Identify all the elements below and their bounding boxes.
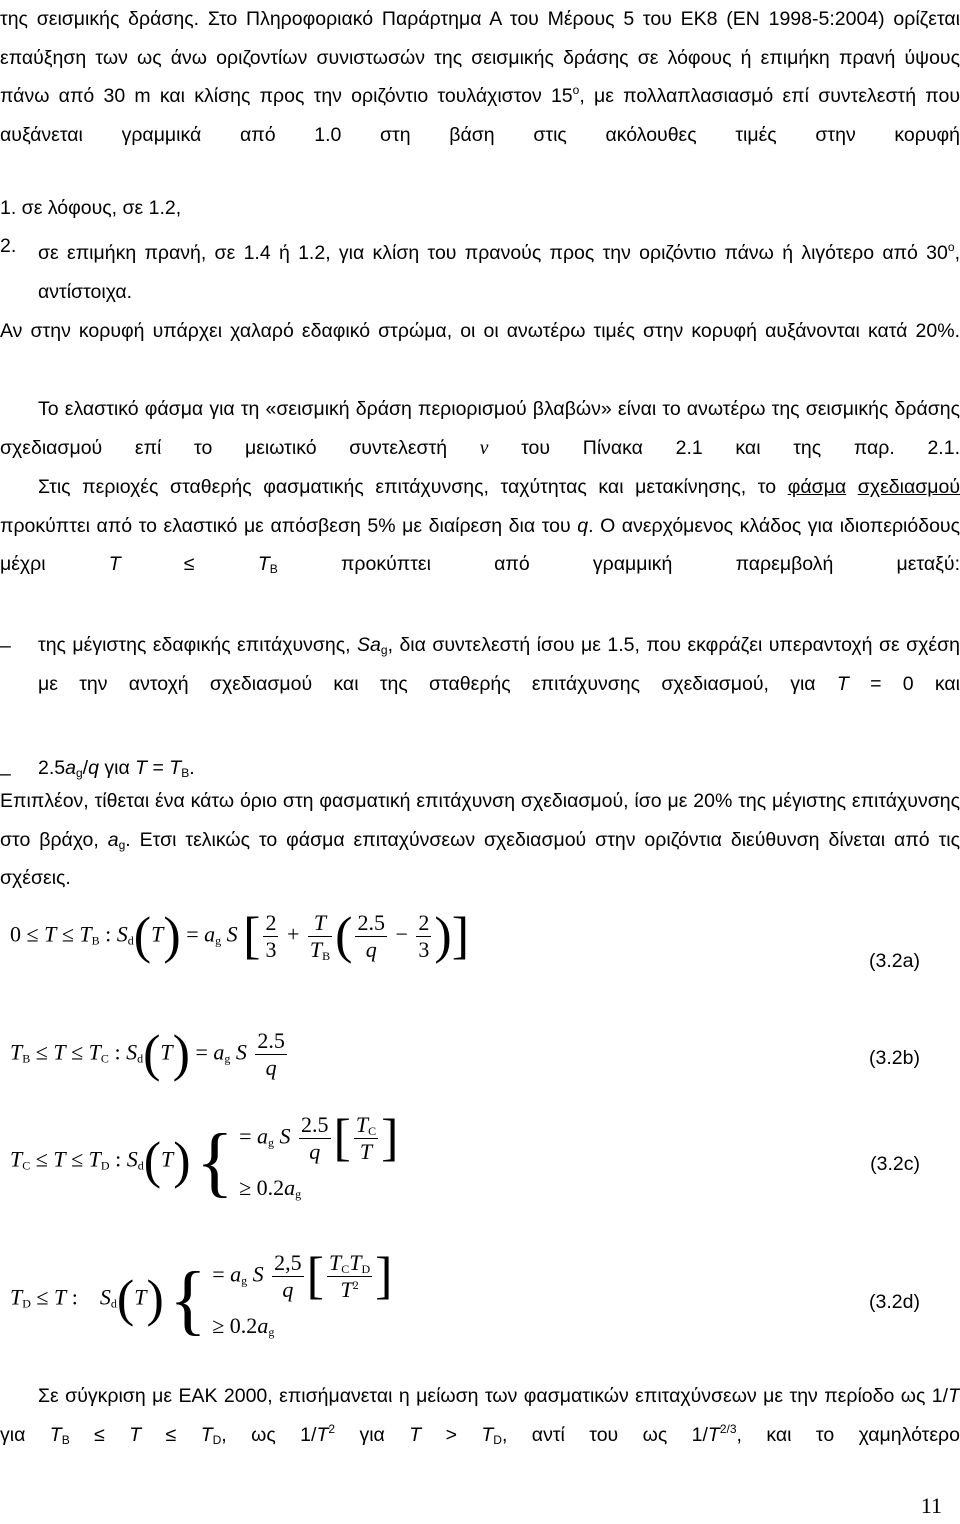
dash-item-2: $2.5a_g/q$ για $T = T_B$. bbox=[38, 757, 195, 780]
paragraph-design-spectrum: Στις περιοχές σταθερής φασματικής επιτάχυνσης, ταχύτητας και μετακίνησης, το φάσμα σχεδιασμού προκύπτει από το ελαστικό με απόσβεση 5% με διαίρεση δια του q. Ο ανερχόμενος κλάδος για ιδιοπεριόδους μέχρι $T \le T_B$ προκύπτει από γραμμική παρεμβολή μεταξύ: bbox=[0, 476, 960, 577]
paragraph-annex-a: της σεισμικής δράσης. Στο Πληροφοριακό Παράρτημα Α του Μέρους 5 του ΕΚ8 (EN 1998-5:2004) ορίζεται επαύξηση των ως άνω οριζοντίων συνιστωσών της σεισμικής δράσης σε λόφους ή επιμήκη πρανή ύψους πάνω από 30 m και κλίσης προς την οριζόντιο τουλάχιστον $15^o$, με πολλαπλασιασμό επί συντελεστή που αυξάνεται γραμμικά από 1.0 στη βάση στις ακόλουθες τιμές στην κορυφή bbox=[0, 8, 960, 146]
dash-bullet-2: – bbox=[0, 763, 11, 785]
equation-number-3-2d: (3.2d) bbox=[869, 1291, 920, 1313]
list-item-1: 1. σε λόφους, σε 1.2, bbox=[0, 197, 182, 219]
list-item-2-number: 2. bbox=[0, 235, 17, 257]
paragraph-loose-layer: Αν στην κορυφή υπάρχει χαλαρό εδαφικό στρώμα, οι οι ανωτέρω τιμές στην κορυφή αυξάνονται κατά 20%. bbox=[0, 320, 960, 342]
dash-bullet-1: – bbox=[0, 635, 11, 657]
equation-number-3-2b: (3.2b) bbox=[869, 1047, 920, 1069]
equation-3-2d: $T_D \le T$ : $S_d(T)$ { = $a_g$ S $\frac{2,5}{q}$ [ $\frac{T_CT_D}{T^2}$ ] ≥ $0.2a_g$ bbox=[10, 1247, 393, 1343]
equation-number-3-2a: (3.2a) bbox=[869, 950, 920, 972]
equation-3-2c: $T_C \le T \le T_D$ : $S_d(T)$ { = $a_g$ S $\frac{2.5}{q}$ [ $\frac{T_C}{T}$ ] ≥ $0.2a_g$ bbox=[10, 1109, 399, 1205]
list-item-2: σε επιμήκη πρανή, σε 1.4 ή 1.2, για κλίση του πρανούς προς την οριζόντιο πάνω ή λιγότερο από $30^o$, αντίστοιχα. bbox=[38, 240, 960, 303]
equation-number-3-2c: (3.2c) bbox=[870, 1153, 920, 1175]
paragraph-elastic-spectrum: Το ελαστικό φάσμα για τη «σεισμική δράση περιορισμού βλαβών» είναι το ανωτέρω της σεισμικής δράσης σχεδιασμού επί το μειωτικό συντελεστή ν του Πίνακα 2.1 και της παρ. 2.1. bbox=[0, 398, 960, 459]
page-number: 11 bbox=[920, 1493, 942, 1518]
dash-item-1: της μέγιστης εδαφικής επιτάχυνσης, $Sa_g$, δια συντελεστή ίσου με 1.5, που εκφράζει υπεραντοχή σε σχέση με την αντοχή σχεδιασμού και της σταθερής επιτάχυνσης σχεδιασμού, για T = 0 και bbox=[38, 634, 960, 695]
equation-3-2a: $0 \le T \le T_B$ : $S_d(T) = a_g$ S [ $\frac{2}{3}$ + $\frac{T}{T_B}$ ( $\frac{2.5}{q}$ − $\frac{2}{3}$ )] bbox=[10, 907, 470, 965]
equation-3-2b: $T_B \le T \le T_C$ : $S_d(T) = a_g$ S $\frac{2.5}{q}$ bbox=[10, 1025, 285, 1083]
paragraph-lower-bound: Επιπλέον, τίθεται ένα κάτω όριο στη φασματική επιτάχυνση σχεδιασμού, ίσο με 20% της μέγιστης επιτάχυνσης στο βράχο, $a_g$. Ετσι τελικώς το φάσμα επιταχύνσεων σχεδιασμού στην οριζόντια διεύθυνση δίνεται από τις σχέσεις. bbox=[0, 790, 960, 890]
paragraph-comparison-eak: Σε σύγκριση με ΕΑΚ 2000, επισήμανεται η μείωση των φασματικών επιταχύνσεων με την περίοδο ως 1/T για $T_B \le T \le T_D$, ως $1/T^2$ για $T > T_D$, αντί του ως $1/T^{2/3}$, και το χαμηλότερο bbox=[0, 1385, 960, 1447]
